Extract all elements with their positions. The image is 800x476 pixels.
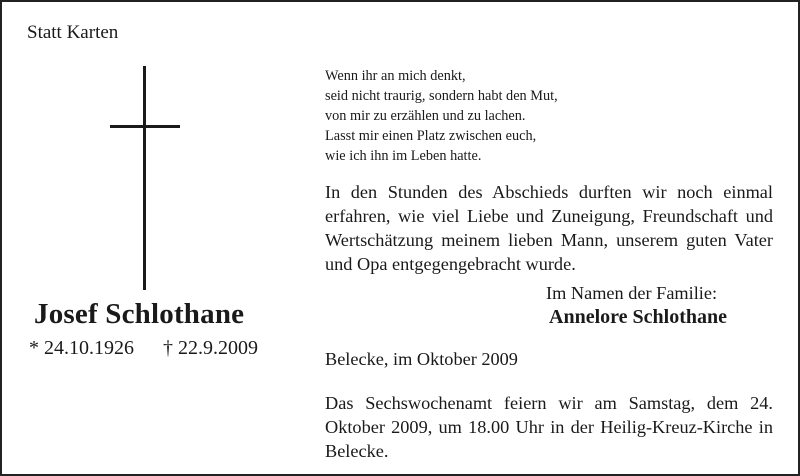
notice-header: Statt Karten [27,22,119,43]
poem-line: wie ich ihn im Leben hatte. [325,148,482,164]
death-date: † 22.9.2009 [163,337,258,359]
service-announcement: Das Sechswochenamt feiern wir am Samstag, dem 24. Oktober 2009, um 18.00 Uhr in der Heilig-Kreuz-Kirche in Belecke. [325,393,773,461]
cross-vertical-bar [143,66,146,290]
poem-line: Wenn ihr an mich denkt, [325,68,466,84]
poem-line: seid nicht traurig, sondern habt den Mut, [325,88,558,104]
cross-horizontal-bar [110,125,180,128]
deceased-name: Josef Schlothane [34,298,245,330]
signature-name: Annelore Schlothane [549,306,727,328]
poem-line: Lasst mir einen Platz zwischen euch, [325,128,537,144]
place-date: Belecke, im Oktober 2009 [325,349,518,369]
gratitude-text: In den Stunden des Abschieds durften wir noch einmal erfahren, wie viel Liebe und Zuneigung, Freundschaft und Wertschätzung meinem lieben Mann, unserem guten Vater und Opa entgegengebracht wurde. [325,182,773,274]
cross-icon [110,66,180,290]
birth-date: * 24.10.1926 [29,337,134,359]
poem [325,66,558,166]
signature-label: Im Namen der Familie: [546,283,718,303]
life-dates [29,337,258,360]
poem-line: von mir zu erzählen und zu lachen. [325,108,526,124]
